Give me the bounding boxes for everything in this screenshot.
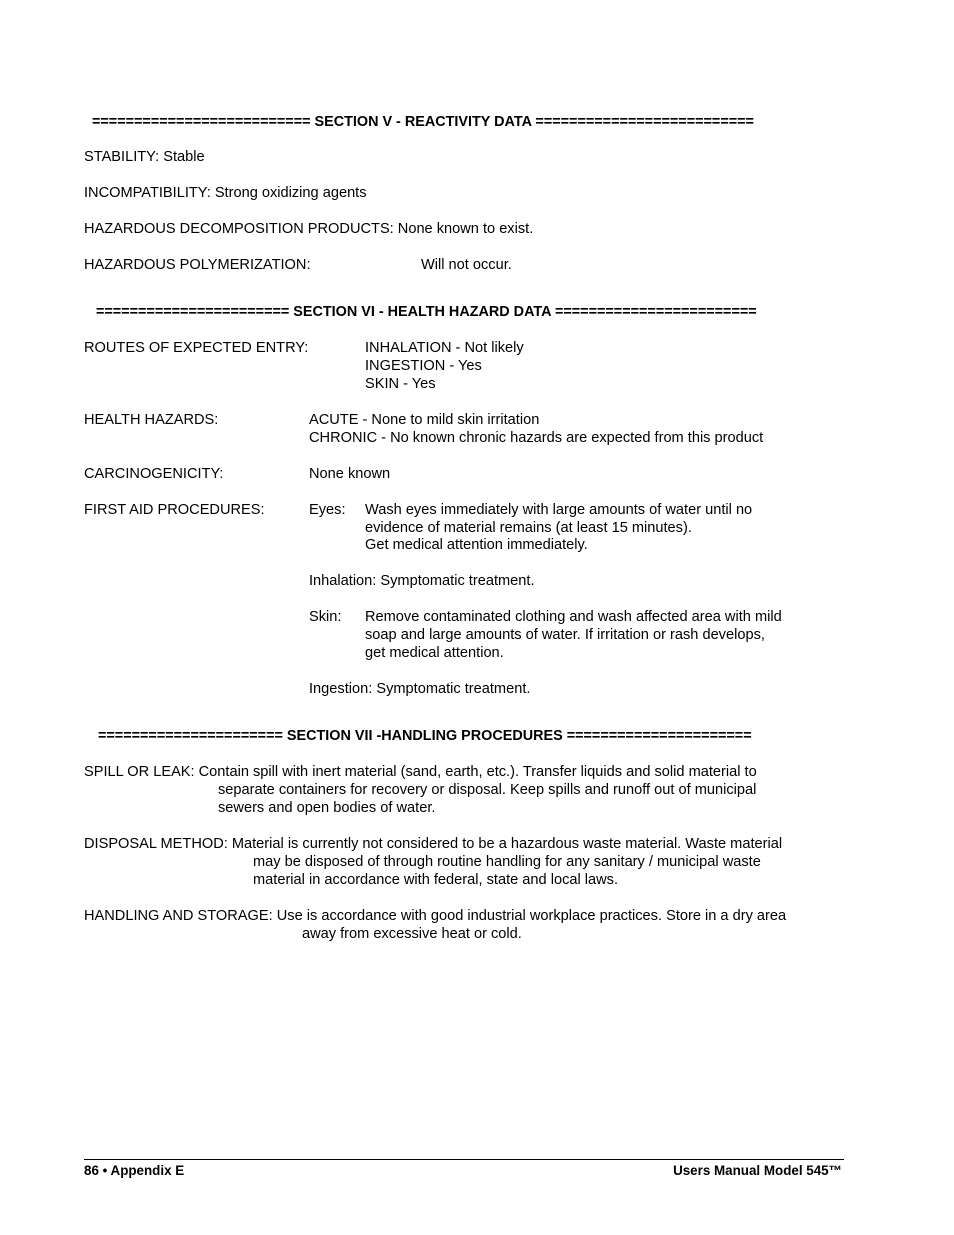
polymerization-value: Will not occur. (421, 257, 512, 273)
first-aid-label: FIRST AID PROCEDURES: (84, 502, 265, 518)
skin-line: get medical attention. (365, 645, 504, 661)
polymerization-label: HAZARDOUS POLYMERIZATION: (84, 257, 311, 273)
section-v-header: ========================== SECTION V - REACTIVITY DATA ========================== (92, 114, 754, 130)
handling-line: away from excessive heat or cold. (302, 926, 522, 942)
skin-line: soap and large amounts of water. If irritation or rash develops, (365, 627, 765, 643)
stability-line: STABILITY: Stable (84, 149, 205, 165)
footer-page-label: 86 • Appendix E (84, 1163, 185, 1178)
handling-line: HANDLING AND STORAGE: Use is accordance with good industrial workplace practices. Store in a dry area (84, 908, 787, 924)
ingestion-line: Ingestion: Symptomatic treatment. (309, 681, 531, 697)
disposal-line: DISPOSAL METHOD: Material is currently not considered to be a hazardous waste material. Waste material (84, 836, 783, 852)
carcinogenicity-value: None known (309, 466, 391, 482)
health-hazards-item: CHRONIC - No known chronic hazards are expected from this product (309, 430, 764, 446)
routes-label: ROUTES OF EXPECTED ENTRY: (84, 340, 309, 356)
eyes-label: Eyes: (309, 502, 346, 518)
disposal-line: may be disposed of through routine handling for any sanitary / municipal waste (253, 854, 761, 870)
routes-item: INGESTION - Yes (365, 358, 482, 374)
disposal-line: material in accordance with federal, state and local laws. (253, 872, 619, 888)
decomposition-line: HAZARDOUS DECOMPOSITION PRODUCTS: None known to exist. (84, 221, 534, 237)
spill-line: SPILL OR LEAK: Contain spill with inert material (sand, earth, etc.). Transfer liquids and solid material to (84, 764, 757, 780)
spill-line: separate containers for recovery or disposal. Keep spills and runoff out of municipal (218, 782, 757, 798)
footer-manual-title: Users Manual Model 545™ (673, 1163, 842, 1178)
incompatibility-line: INCOMPATIBILITY: Strong oxidizing agents (84, 185, 367, 201)
routes-item: INHALATION - Not likely (365, 340, 524, 356)
eyes-line: Get medical attention immediately. (365, 537, 588, 553)
skin-line: Remove contaminated clothing and wash affected area with mild (365, 609, 782, 625)
footer-rule (84, 1159, 844, 1160)
spill-line: sewers and open bodies of water. (218, 800, 436, 816)
section-vi-header: ======================= SECTION VI - HEALTH HAZARD DATA ======================== (96, 304, 757, 320)
section-vii-header: ====================== SECTION VII -HANDLING PROCEDURES ====================== (98, 728, 752, 744)
skin-label: Skin: (309, 609, 342, 625)
eyes-line: evidence of material remains (at least 15 minutes). (365, 520, 692, 536)
health-hazards-label: HEALTH HAZARDS: (84, 412, 219, 428)
inhalation-line: Inhalation: Symptomatic treatment. (309, 573, 535, 589)
routes-item: SKIN - Yes (365, 376, 436, 392)
carcinogenicity-label: CARCINOGENICITY: (84, 466, 224, 482)
health-hazards-item: ACUTE - None to mild skin irritation (309, 412, 540, 428)
eyes-line: Wash eyes immediately with large amounts of water until no (365, 502, 753, 518)
